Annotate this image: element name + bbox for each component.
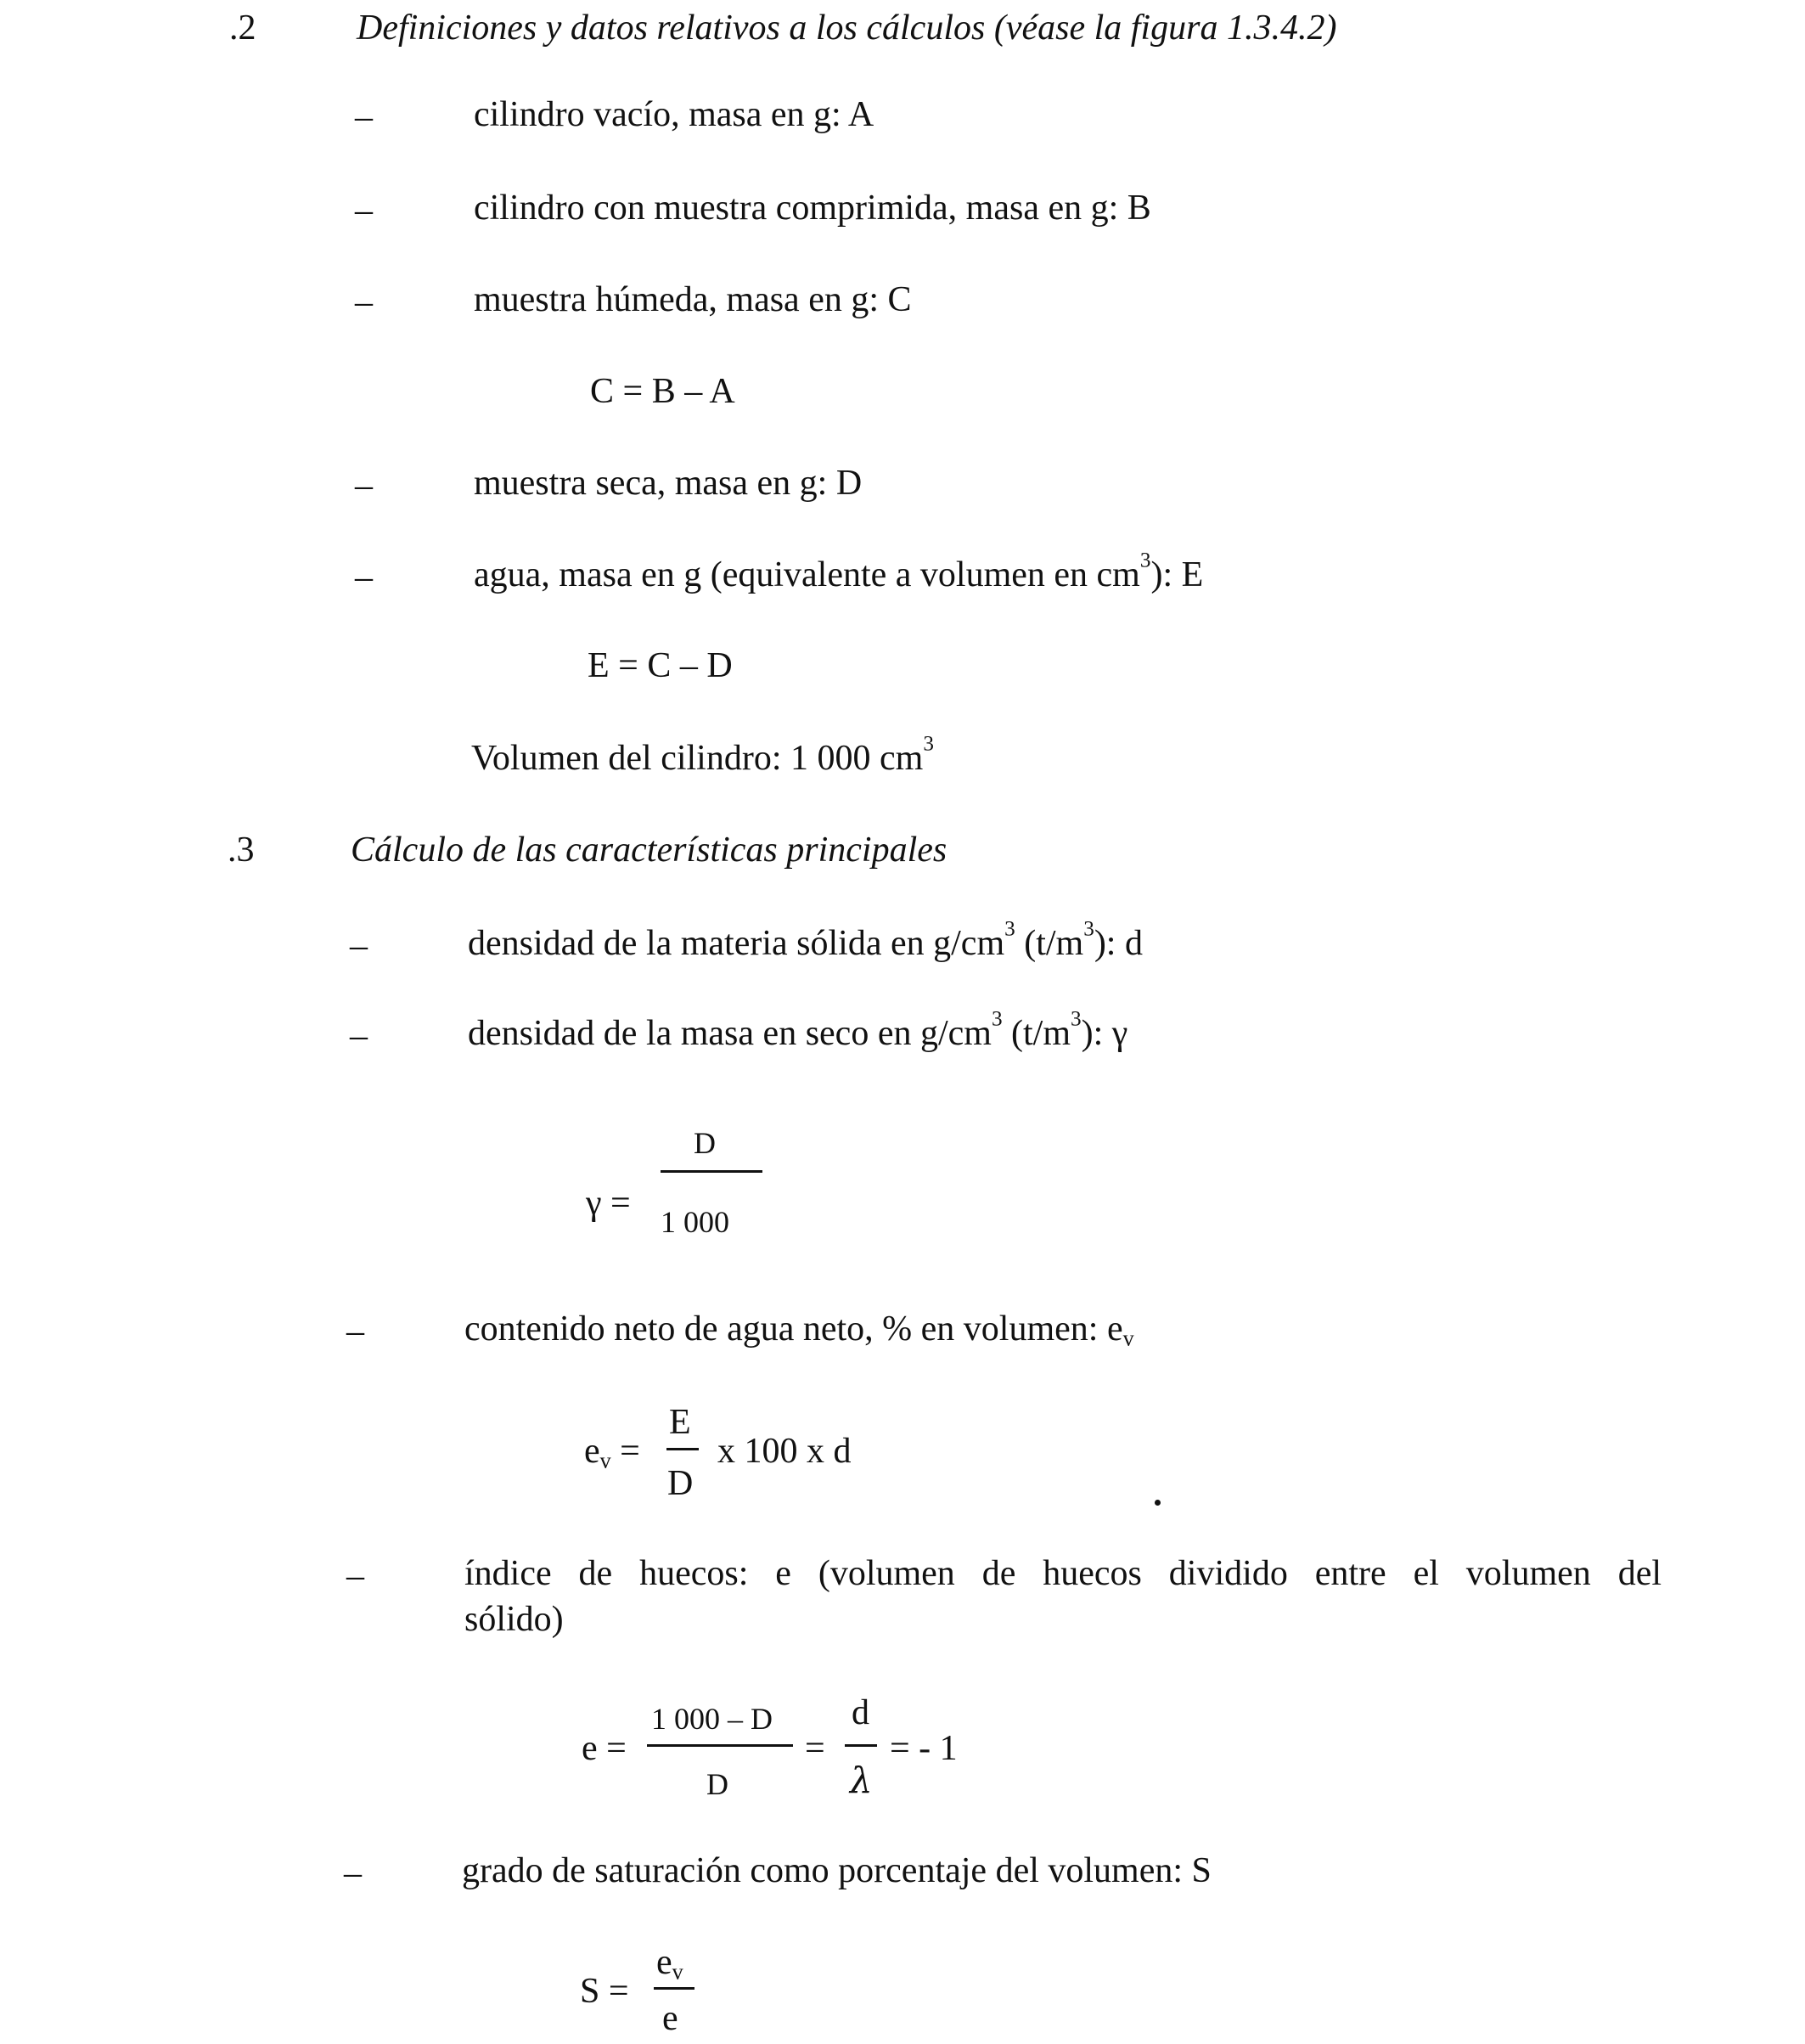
ev-lhs-eq: = [610, 1432, 640, 1471]
subscript: v [599, 1448, 611, 1473]
bullet-dash: – [350, 1016, 368, 1056]
gamma-denominator: 1 000 [661, 1205, 729, 1239]
e-denominator-1: D [706, 1767, 728, 1801]
calc-item-dry-density-c: ): γ [1081, 1014, 1128, 1053]
e-equals-2: = [805, 1729, 825, 1768]
calc-item-solid-density-a: densidad de la materia sólida en g/cm [468, 924, 1005, 963]
ev-lhs-e: e [584, 1432, 600, 1471]
def-item-water-end: ): E [1150, 555, 1204, 594]
e-denominator-2: λ [850, 1760, 873, 1801]
bullet-dash: – [350, 926, 368, 966]
calc-item-dry-density-a: densidad de la masa en seco en g/cm [468, 1014, 992, 1053]
bullet-dash: – [346, 1312, 364, 1351]
ev-numerator: E [669, 1403, 691, 1442]
bullet-dash: – [355, 191, 373, 230]
section-3-number: .3 [228, 831, 255, 870]
calc-item-solid-density-c: ): d [1094, 924, 1143, 963]
cylinder-volume [471, 732, 934, 778]
s-numerator-e: e [656, 1943, 672, 1982]
def-item-water [474, 549, 1204, 594]
e-rest: = - 1 [890, 1729, 958, 1768]
superscript: 3 [1004, 917, 1015, 941]
def-item-water-text: agua, masa en g (equivalente a volumen en cm [474, 555, 1140, 594]
calc-item-water-content [464, 1311, 1134, 1350]
superscript: 3 [1071, 1007, 1082, 1031]
calc-item-void-index-line1: índice de huecos: e (volumen de huecos dividido entre el volumen del [464, 1554, 1662, 1593]
e-numerator-2: d [852, 1693, 869, 1732]
bullet-dash: – [355, 283, 373, 322]
bullet-dash: – [355, 558, 373, 597]
ev-lhs [584, 1433, 640, 1472]
s-numerator [656, 1945, 683, 1984]
calc-item-dry-density [468, 1007, 1128, 1053]
superscript: 3 [1083, 917, 1094, 941]
gamma-numerator: D [694, 1126, 716, 1160]
calc-item-solid-density [468, 917, 1143, 963]
ev-rest: x 100 x d [717, 1432, 852, 1471]
def-item-empty-cylinder: cilindro vacío, masa en g: A [474, 95, 874, 134]
calc-item-void-index [464, 1556, 1662, 1591]
scan-dot [1155, 1500, 1161, 1506]
ev-fraction-bar [666, 1448, 699, 1450]
e-fraction-bar-1 [647, 1744, 793, 1747]
def-item-wet-sample: muestra húmeda, masa en g: C [474, 280, 912, 319]
section-2-number: .2 [229, 8, 256, 48]
subscript: v [1122, 1326, 1134, 1351]
section-3-title: Cálculo de las características principales [351, 831, 947, 870]
bullet-dash: – [355, 98, 373, 137]
e-numerator-1: 1 000 – D [651, 1702, 773, 1736]
calc-item-dry-density-b: (t/m [1002, 1014, 1071, 1053]
subscript: v [672, 1959, 683, 1985]
superscript: 3 [1139, 549, 1151, 572]
e-lhs: e = [582, 1729, 627, 1768]
equation-e: E = C – D [588, 646, 733, 685]
def-item-cylinder-with-sample: cilindro con muestra comprimida, masa en g: B [474, 189, 1151, 228]
ev-denominator: D [667, 1464, 694, 1503]
gamma-lhs: γ = [586, 1184, 631, 1223]
bullet-dash: – [355, 466, 373, 505]
cylinder-volume-text: Volumen del cilindro: 1 000 cm [471, 739, 924, 778]
bullet-dash: – [346, 1557, 364, 1596]
superscript: 3 [923, 732, 934, 756]
e-fraction-bar-2 [845, 1744, 877, 1747]
s-fraction-bar [654, 1987, 694, 1990]
superscript: 3 [991, 1007, 1003, 1031]
s-lhs: S = [580, 1972, 629, 2011]
bullet-dash: – [344, 1854, 362, 1893]
calc-item-solid-density-b: (t/m [1015, 924, 1084, 963]
gamma-fraction-bar [661, 1170, 762, 1173]
calc-item-water-content-text: contenido neto de agua neto, % en volumen: e [464, 1309, 1123, 1349]
calc-item-void-index-line2: sólido) [464, 1600, 564, 1639]
def-item-dry-sample: muestra seca, masa en g: D [474, 464, 863, 503]
calc-item-saturation: grado de saturación como porcentaje del volumen: S [462, 1851, 1212, 1890]
s-denominator: e [662, 1999, 678, 2038]
section-2-title: Definiciones y datos relativos a los cálculos (véase la figura 1.3.4.2) [357, 8, 1337, 48]
equation-c: C = B – A [590, 372, 735, 411]
